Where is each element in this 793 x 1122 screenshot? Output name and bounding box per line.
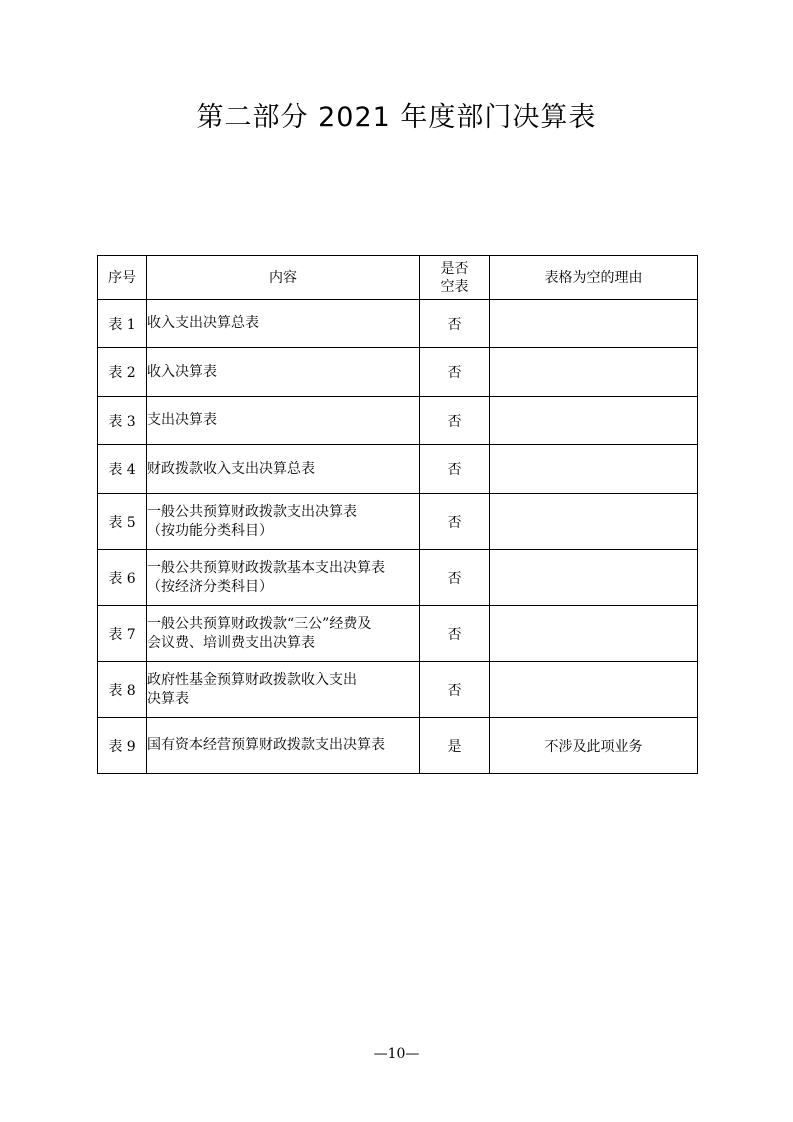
row-serial-no: 表 3 (98, 397, 147, 445)
table-row (98, 718, 698, 774)
header-is-empty-line1: 是否 (440, 260, 469, 277)
header-empty-reason: 表格为空的理由 (490, 256, 698, 300)
row-empty-reason (490, 662, 698, 718)
row-serial-no: 表 4 (98, 445, 147, 494)
table-row (98, 606, 698, 662)
row-is-empty: 否 (420, 494, 490, 550)
row-empty-reason: 不涉及此项业务 (490, 718, 698, 774)
row-is-empty: 否 (420, 445, 490, 494)
table-row (98, 300, 698, 348)
row-serial-no: 表 6 (98, 550, 147, 606)
row-content-line1: 支出决算表 (147, 412, 217, 428)
row-content (147, 494, 420, 550)
row-serial-no: 表 5 (98, 494, 147, 550)
row-content (147, 397, 420, 445)
row-content-line2: 会议费、培训费支出决算表 (147, 634, 315, 651)
row-is-empty: 否 (420, 550, 490, 606)
row-serial-no: 表 8 (98, 662, 147, 718)
header-serial-no: 序号 (98, 256, 147, 300)
row-content (147, 606, 420, 662)
row-content (147, 445, 420, 494)
row-content (147, 662, 420, 718)
page-number: —10— (373, 1046, 420, 1062)
row-content-line1: 政府性基金预算财政拨款收入支出 (147, 671, 357, 688)
row-content-line2: 决算表 (147, 690, 189, 707)
row-serial-no: 表 2 (98, 348, 147, 397)
row-is-empty: 否 (420, 606, 490, 662)
table-row (98, 494, 698, 550)
row-content (147, 300, 420, 348)
row-empty-reason (490, 494, 698, 550)
row-content-line1: 一般公共预算财政拨款“三公”经费及 (147, 615, 372, 632)
row-content (147, 348, 420, 397)
row-empty-reason (490, 606, 698, 662)
table-header-row (98, 256, 698, 300)
table-row (98, 662, 698, 718)
page-title: 第二部分 2021 年度部门决算表 (196, 102, 597, 133)
row-content-line2: （按功能分类科目） (147, 522, 273, 539)
row-content-line1: 财政拨款收入支出决算总表 (147, 460, 315, 477)
row-content-line1: 一般公共预算财政拨款支出决算表 (147, 503, 357, 520)
row-content-line1: 一般公共预算财政拨款基本支出决算表 (147, 559, 385, 576)
table-row (98, 550, 698, 606)
row-empty-reason (490, 348, 698, 397)
row-empty-reason (490, 445, 698, 494)
table-row (98, 348, 698, 397)
header-is-empty-line2: 空表 (440, 278, 469, 295)
row-content-line2: （按经济分类科目） (147, 578, 273, 595)
table-row (98, 397, 698, 445)
table-row (98, 445, 698, 494)
row-content-line1: 收入决算表 (147, 363, 217, 380)
row-is-empty: 否 (420, 662, 490, 718)
row-is-empty: 是 (420, 718, 490, 774)
row-content-line1: 国有资本经营预算财政拨款支出决算表 (147, 737, 385, 753)
row-serial-no: 表 9 (98, 718, 147, 774)
header-is-empty (420, 256, 490, 300)
final-accounts-table (97, 255, 698, 774)
row-empty-reason (490, 300, 698, 348)
row-empty-reason (490, 397, 698, 445)
row-serial-no: 表 1 (98, 300, 147, 348)
row-content (147, 550, 420, 606)
row-content (147, 718, 420, 774)
row-is-empty: 否 (420, 348, 490, 397)
header-content: 内容 (147, 256, 420, 300)
row-is-empty: 否 (420, 300, 490, 348)
row-content-line1: 收入支出决算总表 (147, 315, 259, 331)
row-empty-reason (490, 550, 698, 606)
row-serial-no: 表 7 (98, 606, 147, 662)
row-is-empty: 否 (420, 397, 490, 445)
